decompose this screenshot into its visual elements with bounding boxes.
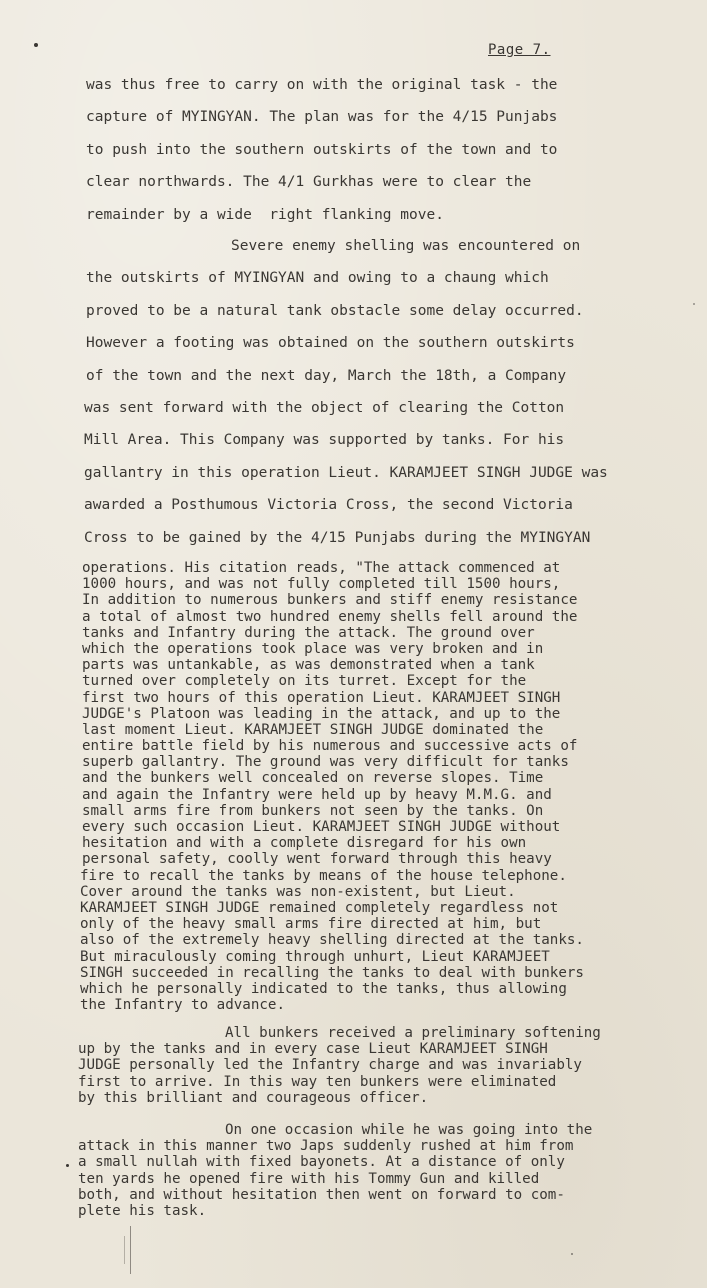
text-line: JUDGE personally led the Infantry charge and was invariably	[78, 1057, 582, 1074]
text-line: only of the heavy small arms fire directed at him, but	[80, 916, 542, 933]
text-line: a total of almost two hundred enemy shells fell around the	[82, 608, 578, 625]
citation-block	[0, 560, 707, 1013]
text-line: which he personally indicated to the tanks, thus allowing	[80, 980, 567, 997]
text-line: turned over completely on its turret. Except for the	[82, 673, 527, 690]
paragraph-1	[0, 69, 707, 231]
text-line: Cover around the tanks was non-existent, but Lieut.	[80, 883, 516, 900]
text-line: However a footing was obtained on the southern outskirts	[86, 335, 575, 352]
text-line: to push into the southern outskirts of the town and to	[86, 141, 558, 158]
page-number: Page 7.	[488, 42, 551, 58]
text-line: of the town and the next day, March the 18th, a Company	[86, 367, 567, 384]
text-line: was thus free to carry on with the original task - the	[86, 77, 558, 93]
text-line: tanks and Infantry during the attack. The ground over	[82, 624, 535, 641]
text-line: remainder by a wide right flanking move.	[86, 206, 444, 223]
text-line: capture of MYINGYAN. The plan was for the 4/15 Punjabs	[86, 109, 558, 126]
text-line: last moment Lieut. KARAMJEET SINGH JUDGE dominated the	[82, 721, 544, 738]
text-line: superb gallantry. The ground was very difficult for tanks	[82, 754, 569, 771]
paragraph-2	[0, 230, 707, 554]
text-line: which the operations took place was very broken and in	[82, 640, 544, 657]
text-line: the outskirts of MYINGYAN and owing to a chaung which	[86, 270, 549, 287]
text-line: by this brilliant and courageous officer.	[78, 1089, 429, 1106]
text-line: Cross to be gained by the 4/15 Punjabs during the MYINGYAN	[84, 529, 591, 546]
text-line: operations. His citation reads, "The attack commenced at	[82, 560, 561, 576]
text-line: KARAMJEET SINGH JUDGE remained completely regardless not	[80, 899, 559, 916]
text-line: SINGH succeeded in recalling the tanks to deal with bunkers	[80, 964, 584, 981]
text-line: a small nullah with fixed bayonets. At a distance of only	[78, 1154, 565, 1171]
text-line: proved to be a natural tank obstacle some delay occurred.	[86, 302, 584, 319]
text-line: awarded a Posthumous Victoria Cross, the second Victoria	[84, 497, 573, 514]
paragraph-5	[0, 1122, 707, 1219]
scratch-mark	[124, 1236, 125, 1264]
text-line: gallantry in this operation Lieut. KARAMJEET SINGH JUDGE was	[84, 464, 608, 481]
text-line: clear northwards. The 4/1 Gurkhas were to clear the	[86, 174, 532, 191]
text-line: ten yards he opened fire with his Tommy Gun and killed	[78, 1170, 540, 1187]
text-line: first two hours of this operation Lieut. KARAMJEET SINGH	[82, 689, 561, 706]
text-line: personal safety, coolly went forward through this heavy	[82, 851, 552, 868]
text-line: hesitation and with a complete disregard for his own	[82, 835, 527, 852]
text-line: fire to recall the tanks by means of the house telephone.	[80, 867, 567, 884]
text-line: In addition to numerous bunkers and stiff enemy resistance	[82, 592, 578, 609]
text-line: first to arrive. In this way ten bunkers were eliminated	[78, 1073, 557, 1090]
text-line: Severe enemy shelling was encountered on	[231, 238, 581, 254]
text-line: up by the tanks and in every case Lieut KARAMJEET SINGH	[78, 1041, 548, 1058]
text-line: both, and without hesitation then went on forward to com-	[78, 1186, 565, 1203]
text-line: attack in this manner two Japs suddenly rushed at him from	[78, 1138, 574, 1155]
ink-speck	[34, 43, 38, 47]
text-line: On one occasion while he was going into the	[225, 1122, 593, 1138]
text-line: entire battle field by his numerous and successive acts of	[82, 738, 578, 755]
text-line: was sent forward with the object of clearing the Cotton	[84, 399, 565, 416]
text-line: parts was untankable, as was demonstrated when a tank	[82, 657, 535, 674]
text-line: also of the extremely heavy shelling directed at the tanks.	[80, 932, 584, 949]
text-line: But miraculously coming through unhurt, Lieut KARAMJEET	[80, 948, 550, 965]
ink-speck	[693, 303, 695, 305]
text-line: Mill Area. This Company was supported by tanks. For his	[84, 432, 565, 449]
paragraph-4	[0, 1025, 707, 1106]
text-line: plete his task.	[78, 1202, 207, 1219]
text-line: 1000 hours, and was not fully completed till 1500 hours,	[82, 576, 561, 593]
text-line: and again the Infantry were held up by heavy M.M.G. and	[82, 786, 552, 803]
ink-speck	[571, 1253, 573, 1255]
text-line: small arms fire from bunkers not seen by the tanks. On	[82, 802, 544, 819]
ink-speck	[66, 1164, 69, 1167]
scratch-mark	[130, 1226, 131, 1274]
text-line: and the bunkers well concealed on reverse slopes. Time	[82, 770, 544, 787]
text-line: the Infantry to advance.	[80, 997, 285, 1014]
text-line: every such occasion Lieut. KARAMJEET SINGH JUDGE without	[82, 819, 561, 835]
text-line: JUDGE's Platoon was leading in the attack, and up to the	[82, 705, 561, 722]
text-line: All bunkers received a preliminary softening	[225, 1025, 601, 1041]
